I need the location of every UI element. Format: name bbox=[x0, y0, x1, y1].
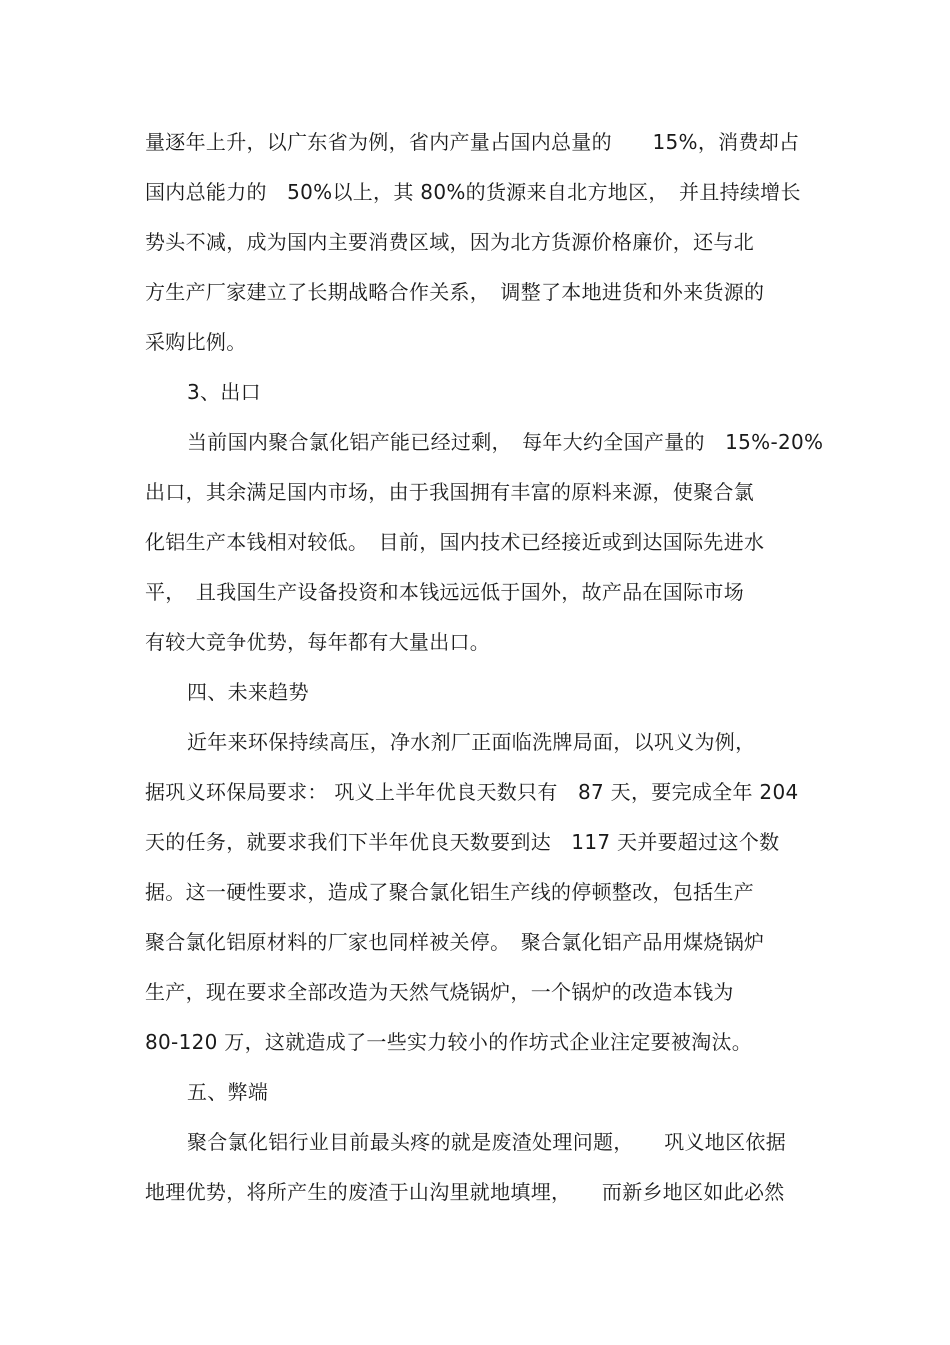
paragraph-line: 天的任务，就要求我们下半年优良天数要到达 117 天并要超过这个数 bbox=[145, 830, 780, 854]
section-heading: 五、弊端 bbox=[187, 1080, 269, 1104]
paragraph-line: 采购比例。 bbox=[145, 330, 247, 354]
paragraph-line: 聚合氯化铝行业目前最头疼的就是废渣处理问题， 巩义地区依据 bbox=[187, 1130, 786, 1154]
section-heading: 四、未来趋势 bbox=[187, 680, 309, 704]
paragraph-line: 据。这一硬性要求，造成了聚合氯化铝生产线的停顿整改，包括生产 bbox=[145, 880, 754, 904]
paragraph-line: 聚合氯化铝原材料的厂家也同样被关停。 聚合氯化铝产品用煤烧锅炉 bbox=[145, 930, 765, 954]
paragraph-line: 出口，其余满足国内市场，由于我国拥有丰富的原料来源，使聚合氯 bbox=[145, 480, 754, 504]
paragraph-line: 化铝生产本钱相对较低。 目前，国内技术已经接近或到达国际先进水 bbox=[145, 530, 765, 554]
paragraph-line: 国内总能力的 50%以上，其 80%的货源来自北方地区， 并且持续增长 bbox=[145, 180, 801, 204]
paragraph-line: 方生产厂家建立了长期战略合作关系， 调整了本地进货和外来货源的 bbox=[145, 280, 765, 304]
paragraph-line: 地理优势，将所产生的废渣于山沟里就地填埋， 而新乡地区如此必然 bbox=[145, 1180, 785, 1204]
paragraph-line: 近年来环保持续高压，净水剂厂正面临洗牌局面，以巩义为例， bbox=[187, 730, 756, 754]
paragraph-line: 势头不减，成为国内主要消费区域，因为北方货源价格廉价，还与北 bbox=[145, 230, 754, 254]
paragraph-line: 80-120 万，这就造成了一些实力较小的作坊式企业注定要被淘汰。 bbox=[145, 1030, 753, 1054]
section-heading: 3、出口 bbox=[187, 380, 261, 404]
paragraph-line: 有较大竞争优势，每年都有大量出口。 bbox=[145, 630, 491, 654]
paragraph-line: 平， 且我国生产设备投资和本钱远远低于国外，故产品在国际市场 bbox=[145, 580, 744, 604]
paragraph-line: 生产，现在要求全部改造为天然气烧锅炉，一个锅炉的改造本钱为 bbox=[145, 980, 734, 1004]
paragraph-line: 当前国内聚合氯化铝产能已经过剩， 每年大约全国产量的 15%-20% bbox=[187, 430, 824, 454]
paragraph-line: 量逐年上升，以广东省为例，省内产量占国内总量的 15%，消费却占 bbox=[145, 130, 800, 154]
paragraph-line: 据巩义环保局要求： 巩义上半年优良天数只有 87 天，要完成全年 204 bbox=[145, 780, 799, 804]
